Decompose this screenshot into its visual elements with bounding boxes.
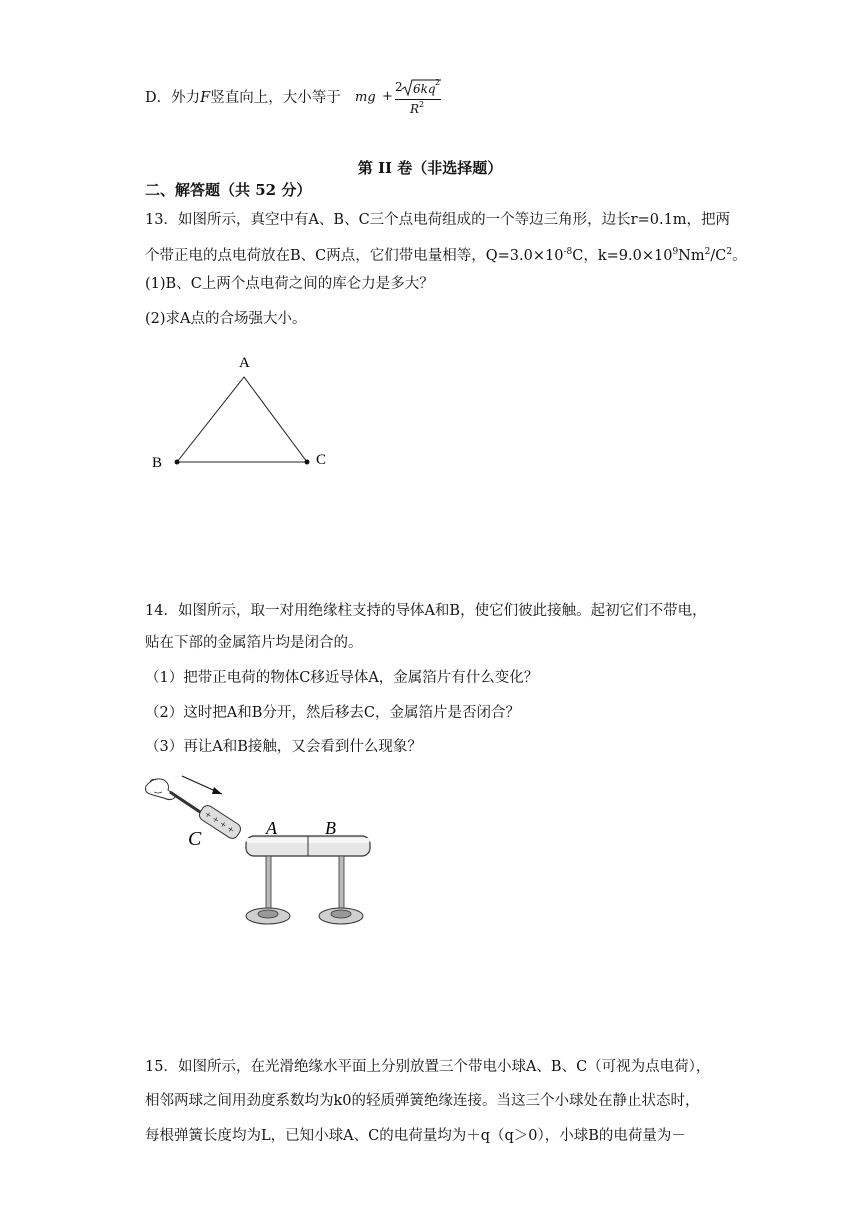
stand-b-pole (339, 856, 344, 910)
q13-line2-pre: 个带正电的点电荷放在B、C两点，它们带电量相等，Q=3.0×10 (145, 247, 564, 264)
charge-b-dot (175, 460, 180, 465)
q15-line3: 每根弹簧长度均为L，已知小球A、C的电荷量均为＋q（q＞0），小球B的电荷量为－ (145, 1128, 686, 1144)
option-d (145, 88, 341, 108)
option-d-prefix: D．外力 (145, 90, 201, 106)
label-c: C (188, 828, 202, 850)
formula-num-exp: 2 (435, 78, 441, 87)
q14-sub3: （3）再让A和B接触，又会看到什么现象？ (145, 739, 422, 755)
q13-exp1: -8 (563, 247, 573, 257)
label-b: B (325, 818, 336, 838)
positive-charges: + + + + (201, 808, 237, 837)
label-b: B (152, 455, 163, 471)
q14-sub2: （2）这时把A和B分开，然后移去C，金属箔片是否闭合？ (145, 705, 520, 721)
q13-end: 。 (732, 247, 747, 264)
label-a: A (239, 355, 250, 371)
q15-line1: 15．如图所示，在光滑绝缘水平面上分别放置三个带电小球A、B、C（可视为点电荷）， (145, 1059, 711, 1075)
q13-line2 (145, 242, 747, 266)
option-d-force: F (200, 90, 211, 106)
triangle-shape (177, 377, 307, 462)
option-d-formula (355, 78, 455, 124)
formula-mg: mg (355, 90, 376, 105)
section-heading: 二、解答题（共 52 分） (145, 181, 312, 199)
conductor-figure (140, 772, 400, 937)
formula-den: R (410, 102, 420, 116)
formula-radicand: 6kq (413, 82, 436, 96)
q13-sub1: (1)B、C上两个点电荷之间的库仑力是多大？ (145, 276, 434, 292)
q13-sub2: (2)求A点的合场强大小。 (145, 311, 307, 327)
q15-line2: 相邻两球之间用劲度系数均为k0的轻质弹簧绝缘连接。当这三个小球处在静止状态时， (145, 1093, 700, 1109)
label-c: C (316, 452, 327, 468)
label-a: A (266, 818, 277, 838)
formula-plus: + (382, 89, 393, 104)
rod (170, 792, 200, 812)
q13-exp3: 2 (704, 247, 711, 257)
part2-title: 第 II 卷（非选择题） (357, 159, 503, 177)
fraction-bar (395, 99, 441, 100)
charge-c-dot (305, 460, 310, 465)
option-d-text: 竖直向上，大小等于 (210, 90, 341, 106)
q13-unit: Nm (678, 247, 705, 264)
formula-coef: 2 (395, 80, 403, 94)
q13-line2-mid: C，k=9.0×10 (572, 247, 673, 264)
charged-object-c (197, 803, 243, 840)
stand-a-pole (266, 856, 271, 910)
q13-exp4: 2 (726, 247, 733, 257)
triangle-figure (140, 345, 340, 475)
q13-line1: 13．如图所示，真空中有A、B、C三个点电荷组成的一个等边三角形，边长r=0.1m，把两 (145, 212, 731, 228)
formula-den-exp: 2 (419, 100, 425, 109)
q13-exp2: 9 (672, 247, 679, 257)
q14-line1: 14．如图所示，取一对用绝缘柱支持的导体A和B，使它们彼此接触。起初它们不带电， (145, 603, 707, 619)
q14-line2: 贴在下部的金属箔片均是闭合的。 (145, 635, 363, 651)
q13-unit2: /C (710, 247, 727, 264)
q14-sub1: （1）把带正电荷的物体C移近导体A，金属箔片有什么变化？ (145, 670, 539, 686)
